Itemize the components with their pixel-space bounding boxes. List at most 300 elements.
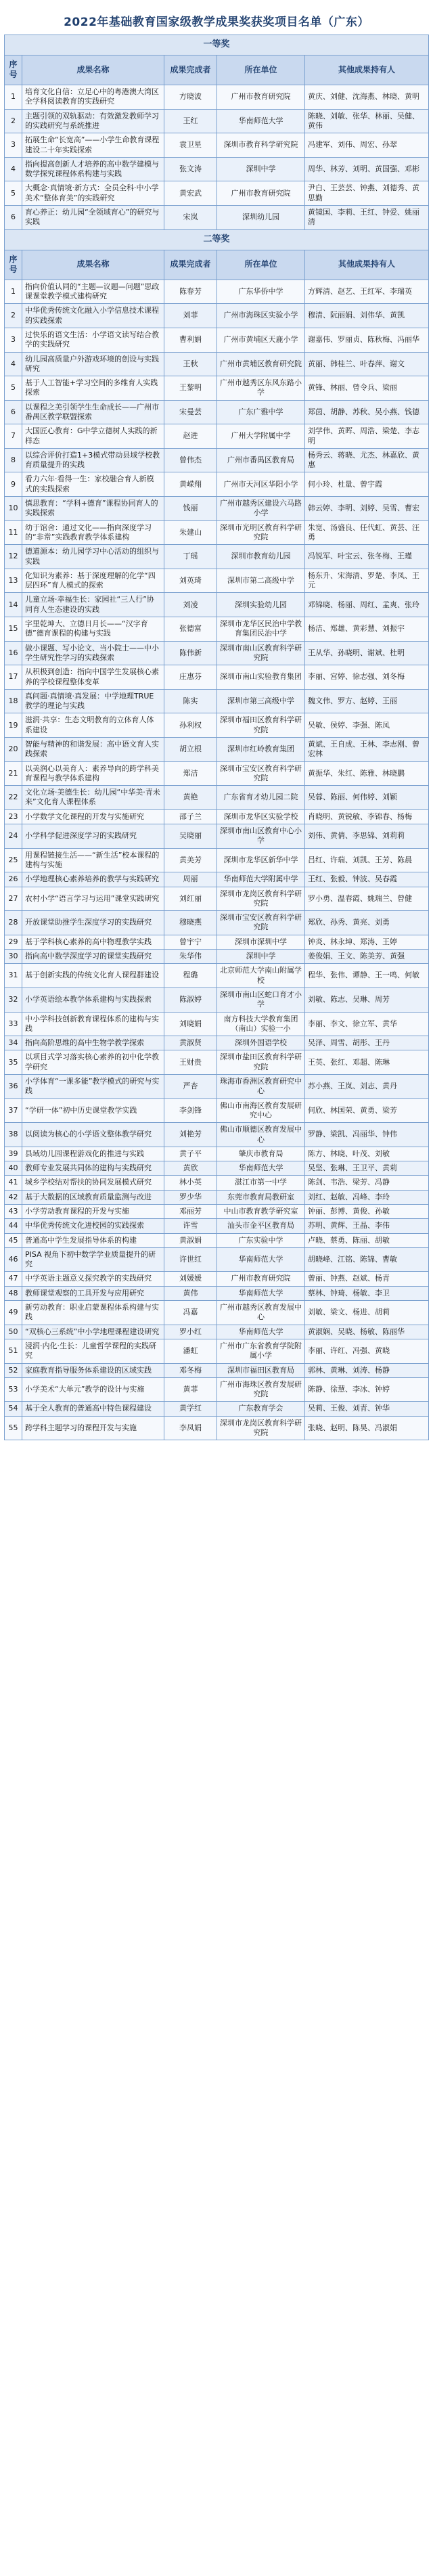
table-row	[5, 328, 429, 352]
table-row	[5, 713, 429, 738]
cell-others: 苏明、黄辉、王晶、李伟	[305, 1219, 429, 1233]
cell-no: 51	[5, 1339, 22, 1363]
table-row	[5, 689, 429, 713]
cell-no: 5	[5, 181, 22, 206]
table-row	[5, 497, 429, 521]
cell-unit: 广东教育学会	[217, 1402, 305, 1416]
column-header-others: 其他成果持有人	[305, 55, 429, 85]
cell-name: 文化立场·美德生长：幼儿园“中华美·青未来”文化育人课程体系	[22, 786, 164, 810]
table-row	[5, 987, 429, 1012]
cell-unit: 广州市黄埔区教育研究院	[217, 352, 305, 376]
table-row	[5, 1233, 429, 1247]
table-row	[5, 738, 429, 762]
cell-name: 基于创新实践的传统文化育人课程群建设	[22, 964, 164, 988]
table-row	[5, 569, 429, 593]
cell-unit: 深圳市南山区教育中心小学	[217, 824, 305, 849]
cell-name: 幼儿园高质量户外游戏环境的创设与实践研究	[22, 352, 164, 376]
cell-others: 陈静、徐慧、李冰、钟婷	[305, 1377, 429, 1402]
cell-unit: 广州市番禺区教育局	[217, 448, 305, 472]
cell-unit: 广州市越秀区教育发展中心	[217, 1301, 305, 1325]
cell-others: 陈方、林晓、叶茂、刘敏	[305, 1147, 429, 1161]
column-header-others: 其他成果持有人	[305, 250, 429, 280]
cell-unit: 广州市黄埔区天鹿小学	[217, 328, 305, 352]
column-header-no: 序号	[5, 55, 22, 85]
cell-main: 李凤娟	[164, 1416, 217, 1440]
cell-others: 吕红、许瑞、刘凯、王芳、陈晨	[305, 848, 429, 872]
cell-no: 45	[5, 1233, 22, 1247]
cell-others: 吴莉、王俊、刘青、钟华	[305, 1402, 429, 1416]
cell-unit: 广州市越秀区建设六马路小学	[217, 497, 305, 521]
cell-name: 小学英语绘本教学体系建构与实践探索	[22, 987, 164, 1012]
table-row	[5, 1050, 429, 1075]
cell-no: 12	[5, 545, 22, 569]
cell-name: 农村小学“语言学习与运用”课堂实践研究	[22, 887, 164, 911]
cell-others: 何小玲、杜量、曾宇霞	[305, 472, 429, 497]
cell-main: 刘媛媛	[164, 1272, 217, 1286]
cell-main: 罗少华	[164, 1190, 217, 1204]
cell-no: 30	[5, 950, 22, 964]
table-row	[5, 280, 429, 304]
table-row	[5, 593, 429, 617]
table-row	[5, 1176, 429, 1190]
cell-main: 曹利娟	[164, 328, 217, 352]
table-row	[5, 1301, 429, 1325]
cell-others: 曾丽、钟燕、赵斌、杨青	[305, 1272, 429, 1286]
table-row	[5, 872, 429, 887]
cell-name: 普通高中学生发展指导体系的构建	[22, 1233, 164, 1247]
cell-main: 张德富	[164, 617, 217, 642]
cell-name: 指向价值认同的“主题—议题—问题”思政课课堂教学模式建构研究	[22, 280, 164, 304]
cell-unit: 深圳市盐田区教育科学研究院	[217, 1050, 305, 1075]
cell-others: 王红、张毅、钟波、吴春霞	[305, 872, 429, 887]
cell-no: 47	[5, 1272, 22, 1286]
cell-no: 33	[5, 1012, 22, 1036]
cell-name: 指向高中数学深度学习的课堂实践研究	[22, 950, 164, 964]
cell-name: 滋润·共享：生态文明教育的立体育人体系建设	[22, 713, 164, 738]
cell-no: 18	[5, 689, 22, 713]
cell-unit: 深圳市红岭教育集团	[217, 738, 305, 762]
cell-no: 2	[5, 304, 22, 328]
cell-others: 郑茵、胡静、苏秋、吴小燕、钱德	[305, 400, 429, 424]
cell-name: 从积极到创造：指向中国学生发展核心素养的学校课程整体变革	[22, 665, 164, 690]
table-row	[5, 1325, 429, 1339]
cell-name: 主题引领的双轨驱动：有效激发教师学习的实践研究与系统推进	[22, 109, 164, 133]
cell-others: 冯建军、刘伟、周宏、孙翠	[305, 133, 429, 158]
table-row	[5, 1377, 429, 1402]
column-header-main: 成果完成者	[164, 250, 217, 280]
cell-name: 以课程之美引领学生生命成长——广州市番禺区教学联盟探索	[22, 400, 164, 424]
cell-main: 王红	[164, 109, 217, 133]
cell-no: 24	[5, 824, 22, 849]
table-row	[5, 109, 429, 133]
cell-unit: 广东广雅中学	[217, 400, 305, 424]
table-row	[5, 1416, 429, 1440]
cell-others: 郑欣、孙秀、黄亮、刘勇	[305, 911, 429, 935]
cell-no: 38	[5, 1123, 22, 1147]
cell-name: 小学美术“大单元”教学的设计与实施	[22, 1377, 164, 1402]
cell-main: 宋岚	[164, 206, 217, 230]
table-row	[5, 1272, 429, 1286]
table-row	[5, 848, 429, 872]
cell-no: 5	[5, 376, 22, 401]
cell-no: 48	[5, 1286, 22, 1300]
cell-main: 胡立根	[164, 738, 217, 762]
table-row	[5, 1339, 429, 1363]
table-row	[5, 206, 429, 230]
cell-unit: 深圳中学	[217, 950, 305, 964]
cell-name: 育心养正：幼儿园“全领域育心”的研究与实践	[22, 206, 164, 230]
cell-no: 52	[5, 1363, 22, 1377]
cell-no: 22	[5, 786, 22, 810]
cell-main: 黄菲	[164, 1377, 217, 1402]
cell-name: 用课程链接生活——“新生活”校本课程的建构与实施	[22, 848, 164, 872]
cell-no: 37	[5, 1098, 22, 1123]
award-table-body	[5, 35, 429, 1440]
table-row	[5, 352, 429, 376]
cell-others: 朱宽、汤盛良、任代虹、黄芸、汪勇	[305, 520, 429, 545]
cell-no: 9	[5, 472, 22, 497]
table-row	[5, 641, 429, 665]
cell-no: 7	[5, 424, 22, 449]
cell-others: 吴坚、张琳、王卫平、黄莉	[305, 1161, 429, 1176]
cell-unit: 广州市海珠区实验小学	[217, 304, 305, 328]
cell-main: 黄美芳	[164, 848, 217, 872]
cell-others: 周华、林芳、刘明、黄国强、邓彬	[305, 157, 429, 181]
cell-name: 以综合评价打造1+3模式带动县域学校教育质量提升的实践	[22, 448, 164, 472]
cell-main: 钱丽	[164, 497, 217, 521]
cell-main: 陈伟新	[164, 641, 217, 665]
cell-unit: 南方科技大学教育集团（南山）实验一小	[217, 1012, 305, 1036]
cell-no: 14	[5, 593, 22, 617]
cell-others: 刘敏、梁文、杨进、胡莉	[305, 1301, 429, 1325]
cell-name: 基于大数据的区域教育质量监测与改进	[22, 1190, 164, 1204]
section-header	[5, 229, 429, 250]
cell-name: 基于全人教育的普通高中特色课程建设	[22, 1402, 164, 1416]
cell-others: 罗静、梁凯、冯丽华、钟伟	[305, 1123, 429, 1147]
cell-others: 郭林、黄琳、刘涛、杨静	[305, 1363, 429, 1377]
cell-name: “双核心三系统”中小学地理课程建设研究	[22, 1325, 164, 1339]
award-table	[4, 35, 429, 1440]
cell-others: 李丽、许红、冯强、黄晓	[305, 1339, 429, 1363]
cell-unit: 深圳市第二高级中学	[217, 569, 305, 593]
cell-name: 基于学科核心素养的高中物理教学实践	[22, 935, 164, 949]
cell-main: 王秋	[164, 352, 217, 376]
cell-others: 黄丽、韩桂兰、叶春萍、谢文	[305, 352, 429, 376]
cell-unit: 深圳市龙岗区教育科学研究院	[217, 887, 305, 911]
cell-others: 肖晓明、黄锐敏、李锦春、杨梅	[305, 809, 429, 824]
cell-unit: 广州市教育研究院	[217, 1272, 305, 1286]
cell-unit: 华南师范大学	[217, 1161, 305, 1176]
cell-others: 钟丽、彭博、黄俊、孙敏	[305, 1204, 429, 1218]
cell-others: 黄锋、林丽、曾令兵、梁丽	[305, 376, 429, 401]
cell-main: 严杏	[164, 1075, 217, 1099]
cell-others: 黄振华、朱红、陈雅、林晓鹏	[305, 761, 429, 786]
column-header-unit: 所在单位	[217, 55, 305, 85]
cell-no: 19	[5, 713, 22, 738]
cell-main: 王黎明	[164, 376, 217, 401]
cell-name: 大概念·真情境·新方式：全员全科·中小学美术“整体育美”的实践研究	[22, 181, 164, 206]
cell-unit: 广州市越秀区东风东路小学	[217, 376, 305, 401]
cell-no: 1	[5, 280, 22, 304]
section-label: 二等奖	[5, 229, 429, 250]
cell-others: 吴泽、周雪、胡彤、王丹	[305, 1036, 429, 1050]
cell-unit: 深圳市福田区教育科学研究院	[217, 713, 305, 738]
cell-main: 黄嵘翔	[164, 472, 217, 497]
cell-others: 杨东升、宋海清、罗楚、李凤、王元	[305, 569, 429, 593]
cell-others: 姜俊娟、王文、陈美芳、黄强	[305, 950, 429, 964]
cell-unit: 广州市广东省教育学院附属小学	[217, 1339, 305, 1363]
cell-unit: 华南师范大学	[217, 1247, 305, 1272]
cell-others: 穆清、阮丽娟、刘伟华、黄凯	[305, 304, 429, 328]
cell-main: 黄学红	[164, 1402, 217, 1416]
cell-unit: 广州市教育研究院	[217, 181, 305, 206]
cell-unit: 深圳市光明区教育科学研究院	[217, 520, 305, 545]
cell-main: 朱建山	[164, 520, 217, 545]
cell-others: 黄淑娴、吴晓、杨敏、陈丽华	[305, 1325, 429, 1339]
table-row	[5, 1098, 429, 1123]
cell-unit: 佛山市顺德区教育发展中心	[217, 1123, 305, 1147]
table-row	[5, 1190, 429, 1204]
cell-main: 邓冬梅	[164, 1363, 217, 1377]
cell-name: 做小课题、写小论文、当小院士——中小学生研究性学习的实践探索	[22, 641, 164, 665]
table-row	[5, 964, 429, 988]
cell-main: 袁卫星	[164, 133, 217, 158]
table-row	[5, 1075, 429, 1099]
cell-name: 跨学科主题学习的课程开发与实施	[22, 1416, 164, 1440]
cell-no: 50	[5, 1325, 22, 1339]
cell-name: 以美润心以美育人：素养导向的跨学科美育课程与教学体系建构	[22, 761, 164, 786]
cell-name: 以项目式学习落实核心素养的初中化学教学研究	[22, 1050, 164, 1075]
cell-name: 看力六年·看得一生：家校融合育人新模式的实践探索	[22, 472, 164, 497]
cell-main: 陈春芳	[164, 280, 217, 304]
cell-no: 4	[5, 157, 22, 181]
cell-no: 53	[5, 1377, 22, 1402]
cell-name: 真问题·真情境·真发展：中学地理TRUE教学的理论与实践	[22, 689, 164, 713]
column-header-main: 成果完成者	[164, 55, 217, 85]
cell-no: 44	[5, 1219, 22, 1233]
cell-others: 李丽、李文、徐立军、黄华	[305, 1012, 429, 1036]
cell-no: 26	[5, 872, 22, 887]
cell-name: “学研一体”初中历史课堂教学实践	[22, 1098, 164, 1123]
cell-name: 指向提高创新人才培养的高中数学建模与数学探究课程体系构建与实践	[22, 157, 164, 181]
cell-main: 罗小红	[164, 1325, 217, 1339]
cell-unit: 深圳市第三高级中学	[217, 689, 305, 713]
cell-others: 吴蓉、陈丽、何伟婷、刘颖	[305, 786, 429, 810]
cell-others: 李丽、宫婷、徐志强、刘冬梅	[305, 665, 429, 690]
section-label: 一等奖	[5, 35, 429, 55]
cell-no: 23	[5, 809, 22, 824]
cell-name: 小学劳动教育课程的开发与实施	[22, 1204, 164, 1218]
cell-main: 刘晓娟	[164, 1012, 217, 1036]
cell-unit: 深圳市宝安区教育科学研究院	[217, 761, 305, 786]
cell-name: 小学地理核心素养培养的教学与实践研究	[22, 872, 164, 887]
cell-others: 黄庆、刘健、沈海燕、林晓、黄明	[305, 85, 429, 110]
cell-main: 曾伟杰	[164, 448, 217, 472]
cell-others: 刘红、赵敏、冯峰、李玲	[305, 1190, 429, 1204]
cell-others: 吴敏、侯婷、李强、陈凤	[305, 713, 429, 738]
table-row	[5, 376, 429, 401]
table-row	[5, 304, 429, 328]
table-row	[5, 1012, 429, 1036]
cell-others: 邓锦晓、杨丽、周红、孟爽、张玲	[305, 593, 429, 617]
cell-unit: 深圳中学	[217, 157, 305, 181]
table-row	[5, 617, 429, 642]
cell-name: 小学体育“一课多能”教学模式的研究与实践	[22, 1075, 164, 1099]
cell-main: 曾宇宁	[164, 935, 217, 949]
cell-main: 陈淑婷	[164, 987, 217, 1012]
cell-no: 41	[5, 1176, 22, 1190]
table-row	[5, 1147, 429, 1161]
cell-main: 黄伟	[164, 1286, 217, 1300]
cell-unit: 深圳市龙岗区教育科学研究院	[217, 1416, 305, 1440]
cell-main: 张文涛	[164, 157, 217, 181]
column-header-name: 成果名称	[22, 55, 164, 85]
cell-others: 蔡林、钟琦、杨敏、李卫	[305, 1286, 429, 1300]
table-row	[5, 887, 429, 911]
cell-no: 17	[5, 665, 22, 690]
cell-unit: 湛江市第一中学	[217, 1176, 305, 1190]
cell-others: 王英、张红、邓超、陈琳	[305, 1050, 429, 1075]
cell-no: 10	[5, 497, 22, 521]
cell-name: 中小学科技创新教育课程体系的建构与实践	[22, 1012, 164, 1036]
cell-unit: 深圳市南山区教育科学研究院	[217, 641, 305, 665]
cell-others: 陈晓、刘敏、张华、林丽、吴健、黄伟	[305, 109, 429, 133]
cell-no: 42	[5, 1190, 22, 1204]
cell-main: 宋曼芸	[164, 400, 217, 424]
cell-name: 智能与精神的和谐发展：高中语文育人实践探索	[22, 738, 164, 762]
column-header-no: 序号	[5, 250, 22, 280]
cell-name: 指向高阶思维的高中生物学教学探索	[22, 1036, 164, 1050]
table-row	[5, 935, 429, 949]
cell-no: 27	[5, 887, 22, 911]
cell-others: 苏小燕、王岚、刘志、黄丹	[305, 1075, 429, 1099]
cell-name: 慎思教育：“学科+德育”课程协同育人的实践探索	[22, 497, 164, 521]
table-row	[5, 520, 429, 545]
cell-unit: 深圳外国语学校	[217, 1036, 305, 1050]
cell-unit: 深圳市深圳中学	[217, 935, 305, 949]
cell-unit: 深圳市龙华区新华中学	[217, 848, 305, 872]
column-header-unit: 所在单位	[217, 250, 305, 280]
cell-no: 6	[5, 206, 22, 230]
cell-unit: 中山市教育教学研究室	[217, 1204, 305, 1218]
cell-main: 吴晓丽	[164, 824, 217, 849]
cell-main: 王财贵	[164, 1050, 217, 1075]
cell-main: 方晓波	[164, 85, 217, 110]
table-row	[5, 448, 429, 472]
table-row	[5, 1402, 429, 1416]
cell-no: 15	[5, 617, 22, 642]
cell-main: 庄惠芬	[164, 665, 217, 690]
cell-unit: 汕头市金平区教育局	[217, 1219, 305, 1233]
cell-name: 过快乐的语文生活：小学语文读写结合教学的实践研究	[22, 328, 164, 352]
page-title: 2022年基础教育国家级教学成果奖获奖项目名单（广东）	[64, 16, 369, 29]
cell-main: 林小英	[164, 1176, 217, 1190]
cell-others: 黄斌、王自成、王林、李志刚、曾宏林	[305, 738, 429, 762]
cell-others: 刘敏、陈志、吴琳、周芳	[305, 987, 429, 1012]
cell-unit: 珠海市香洲区教育研究中心	[217, 1075, 305, 1099]
cell-main: 潘虹	[164, 1339, 217, 1363]
table-row	[5, 1219, 429, 1233]
cell-others: 程华、张伟、谭静、王一鸣、何敏	[305, 964, 429, 988]
cell-unit: 深圳市教育科学研究院	[217, 133, 305, 158]
cell-no: 39	[5, 1147, 22, 1161]
table-row	[5, 1123, 429, 1147]
table-row	[5, 1286, 429, 1300]
cell-no: 8	[5, 448, 22, 472]
cell-main: 黄子平	[164, 1147, 217, 1161]
cell-unit: 深圳市南山区蛇口育才小学	[217, 987, 305, 1012]
cell-unit: 华南师范大学	[217, 1325, 305, 1339]
cell-others: 王从华、孙晓明、谢斌、杜明	[305, 641, 429, 665]
cell-name: 以阅读为核心的小学语文整体教学研究	[22, 1123, 164, 1147]
table-row	[5, 85, 429, 110]
section-header	[5, 35, 429, 55]
cell-others: 胡晓峰、江铭、陈锦、曹敏	[305, 1247, 429, 1272]
cell-name: 城乡学校结对帮扶的协同发展模式研究	[22, 1176, 164, 1190]
cell-name: 儿童立场·幸福生长：家园社“三人行”协同育人生态建设的实践	[22, 593, 164, 617]
cell-no: 34	[5, 1036, 22, 1050]
cell-no: 3	[5, 133, 22, 158]
table-row	[5, 1247, 429, 1272]
cell-no: 29	[5, 935, 22, 949]
table-row	[5, 545, 429, 569]
cell-name: 字里乾坤大、立德日月长——“汉字育德”德育课程的构建与实践	[22, 617, 164, 642]
cell-main: 刘艳芳	[164, 1123, 217, 1147]
cell-main: 程璐	[164, 964, 217, 988]
cell-no: 49	[5, 1301, 22, 1325]
cell-main: 黄淑娟	[164, 1233, 217, 1247]
table-row	[5, 181, 429, 206]
cell-unit: 东莞市教育局教研室	[217, 1190, 305, 1204]
table-row	[5, 809, 429, 824]
cell-unit: 佛山市南海区教育发展研究中心	[217, 1098, 305, 1123]
cell-main: 周丽	[164, 872, 217, 887]
cell-name: 拓展生命“长宽高”——小学生命教育课程建设二十年实践探索	[22, 133, 164, 158]
table-row	[5, 1161, 429, 1176]
cell-main: 黄艳	[164, 786, 217, 810]
cell-main: 刘菲	[164, 304, 217, 328]
cell-others: 杨秀云、蒋晓、尤杰、林嘉欣、黄惠	[305, 448, 429, 472]
cell-name: 小学科学促进深度学习的实践研究	[22, 824, 164, 849]
table-row	[5, 400, 429, 424]
column-header-name: 成果名称	[22, 250, 164, 280]
cell-name: 县域幼儿园课程游戏化的推进与实践	[22, 1147, 164, 1161]
cell-no: 2	[5, 109, 22, 133]
cell-main: 刘英琦	[164, 569, 217, 593]
cell-name: 大国匠心教育：G中学立德树人实践的新样态	[22, 424, 164, 449]
cell-unit: 深圳市教育幼儿园	[217, 545, 305, 569]
cell-others: 陈剑、韦浩、梁芳、冯静	[305, 1176, 429, 1190]
cell-unit: 广东实验中学	[217, 1233, 305, 1247]
cell-name: 化知识为素养：基于深度理解的化学“四层四环”育人模式的探索	[22, 569, 164, 593]
cell-no: 31	[5, 964, 22, 988]
cell-unit: 深圳幼儿园	[217, 206, 305, 230]
cell-name: 浸润·内化·生长：儿童哲学课程的实践研究	[22, 1339, 164, 1363]
cell-no: 55	[5, 1416, 22, 1440]
table-row	[5, 824, 429, 849]
cell-name: 德道源本：幼儿园学习中心活动的组织与实践	[22, 545, 164, 569]
cell-no: 36	[5, 1075, 22, 1099]
cell-others: 谢嘉伟、罗丽贞、陈秋梅、冯丽华	[305, 328, 429, 352]
cell-unit: 华南师范大学附属中学	[217, 872, 305, 887]
cell-others: 刘学伟、黄晖、周浩、梁楚、李志明	[305, 424, 429, 449]
cell-others: 韩云婷、李明、刘婷、吴雪、曹宏	[305, 497, 429, 521]
cell-others: 尹白、王芸芸、钟燕、刘德秀、黄思勤	[305, 181, 429, 206]
cell-main: 黄欣	[164, 1161, 217, 1176]
table-row	[5, 786, 429, 810]
cell-name: 基于人工智能+学习空间的多维育人实践探索	[22, 376, 164, 401]
cell-main: 朱华伟	[164, 950, 217, 964]
